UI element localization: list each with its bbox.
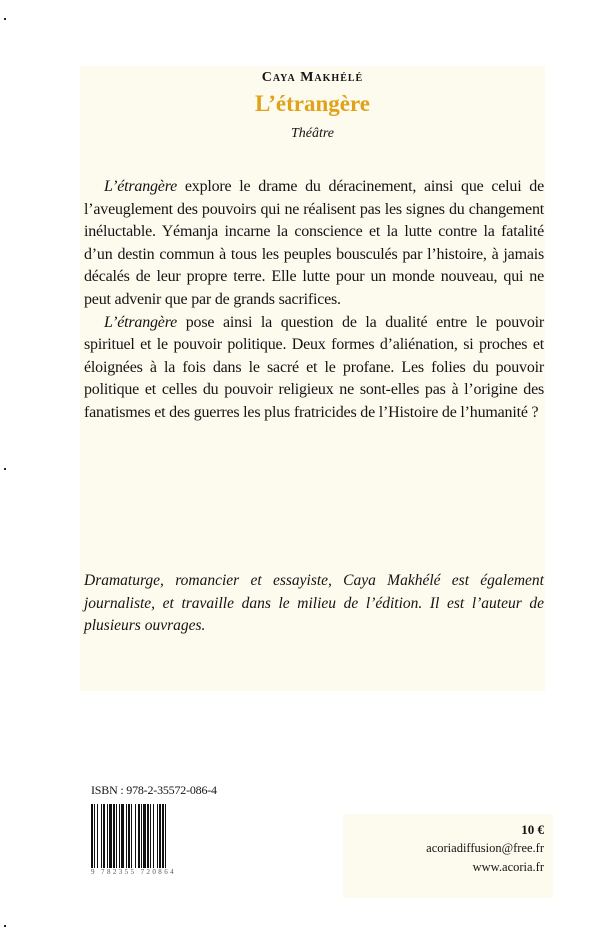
barcode-bar [107,804,108,868]
barcode-bar [153,804,154,868]
barcode-bar [119,804,120,868]
book-title: L’étrangère [255,91,370,116]
barcode [91,804,249,872]
barcode-bar [101,804,102,868]
barcode-bar [94,804,95,868]
barcode-bar [159,804,161,868]
barcode-bar [143,804,146,868]
publisher-website: www.acoria.fr [472,860,544,874]
author-bio: Dramaturge, romancier et essayiste, Caya Makhélé est également journaliste, et travaille dans le milieu de l’édition. Il est l’auteur de plusieurs ouvrages. [84,572,544,635]
crop-mark [4,925,6,927]
barcode-bar [116,804,117,868]
summary [84,176,544,425]
barcode-bar [121,804,124,868]
book-genre: Théâtre [290,126,335,141]
barcode-bar [131,804,132,868]
summary-title-ref: L’étrangère [104,178,178,195]
barcode-bar [162,804,164,868]
barcode-bar [141,804,142,868]
summary-paragraph-1 [84,176,544,312]
barcode-bar [135,804,136,868]
summary-text: explore le drame du déracinement, ainsi que celui de l’aveuglement des pouvoirs qui ne réalisent pas les signes du changement inéluctable. Yémanja incarne la conscience et la lutte contre la fatalité d’un destin commun à tous les peuples bousculés par l’histoire, à jamais décalés de leur propre terre. Elle lutte pour un monde nouveau, qui ne peut advenir que par de grands sacrifices. [84,178,544,308]
crop-mark [4,468,6,470]
author-name: Caya Makhélé [261,70,364,85]
summary-paragraph-2 [84,312,544,425]
barcode-bar [113,804,115,868]
barcode-bar [128,804,130,868]
summary-text: pose ainsi la question de la dualité entre le pouvoir spirituel et le pouvoir politique. Deux formes d’aliénation, si proches et éloignées à la fois dans le sacré et le profane. Les folies du pouvoir politique et celles du pouvoir religieux ne sont-elles pas à l’origine des fanatismes et des guerres les plus fratricides de l’Histoire de l’humanité ? [84,313,544,421]
barcode-bar [97,804,98,868]
barcode-bar [138,804,140,868]
price: 10 € [521,822,544,837]
barcode-graphic [91,804,249,868]
barcode-bar [165,804,166,868]
crop-mark [4,18,6,20]
barcode-bar [109,804,112,868]
barcode-bar [91,804,93,868]
summary-title-ref: L’étrangère [104,313,178,331]
isbn: ISBN : 978-2-35572-086-4 [91,783,217,797]
barcode-bar [126,804,127,868]
barcode-bar [147,804,149,868]
publisher-email: acoriadiffusion@free.fr [426,841,544,855]
barcode-digits: 9 782355 720864 [91,868,176,876]
barcode-bar [150,804,151,868]
barcode-bar [103,804,105,868]
barcode-bar [157,804,158,868]
